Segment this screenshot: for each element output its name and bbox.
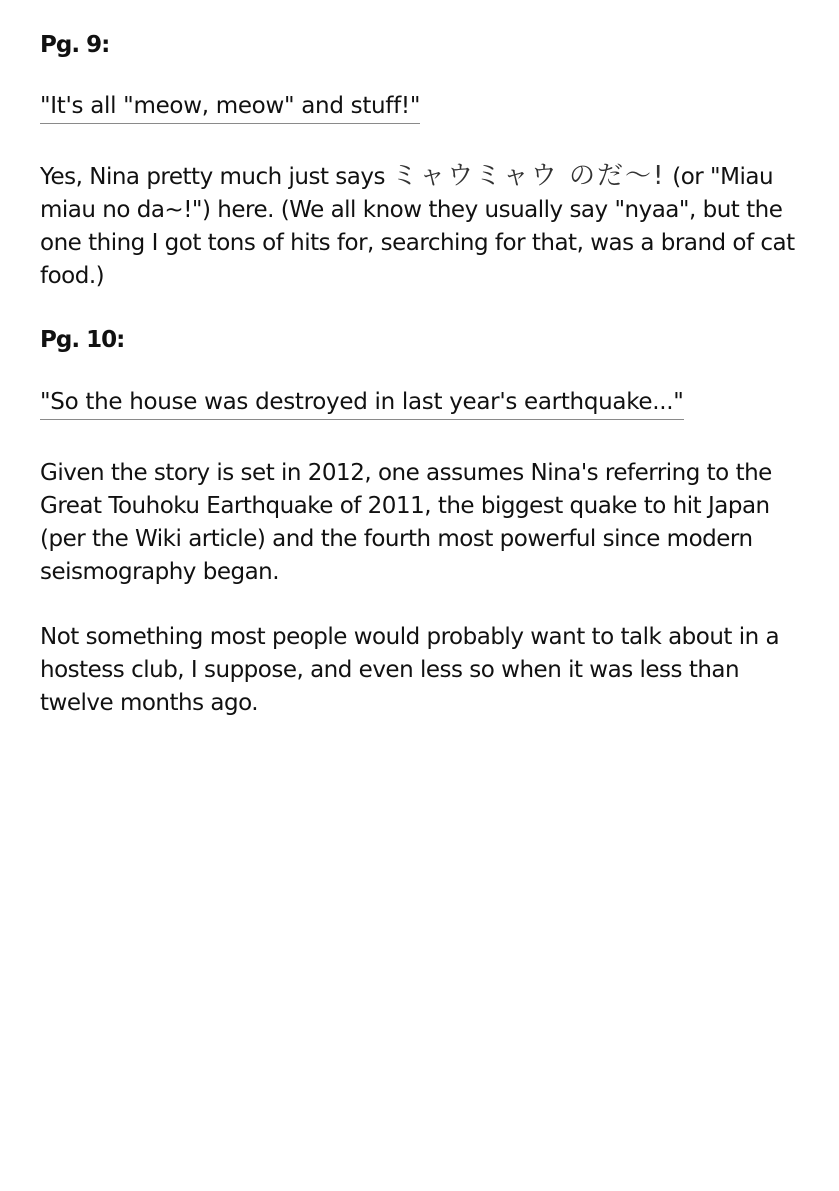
note-text-before-japanese: Yes, Nina pretty much just says [40, 164, 392, 190]
translation-notes-page [40, 28, 810, 720]
japanese-text: ミャウミャウ のだ〜! [391, 161, 666, 191]
note-paragraph-pg10-earthquake: Given the story is set in 2012, one assumes Nina's referring to the Great Touhoku Earthquake of 2011, the biggest quake to hit Japan (per the Wiki article) and the fourth most powerful since modern seismography began. [40, 460, 772, 585]
section-heading-pg9: Pg. 9: [40, 32, 110, 58]
quoted-line-pg10: "So the house was destroyed in last year's earthquake..." [40, 387, 684, 420]
note-paragraph-pg10-hostess-club: Not something most people would probably want to talk about in a hostess club, I suppose, and even less so when it was less than twelve months ago. [40, 624, 780, 716]
quote-block-pg9 [40, 91, 810, 124]
note-paragraph-pg9 [40, 160, 810, 293]
note-text-after-japanese: (or "Miau miau no da~!") here. (We all know they usually say "nyaa", but the one thing I got tons of hits for, searching for that, was a brand of cat food.) [40, 164, 795, 289]
quote-block-pg10 [40, 387, 810, 420]
quoted-line-pg9: "It's all "meow, meow" and stuff!" [40, 91, 420, 124]
section-heading-pg10: Pg. 10: [40, 327, 125, 353]
